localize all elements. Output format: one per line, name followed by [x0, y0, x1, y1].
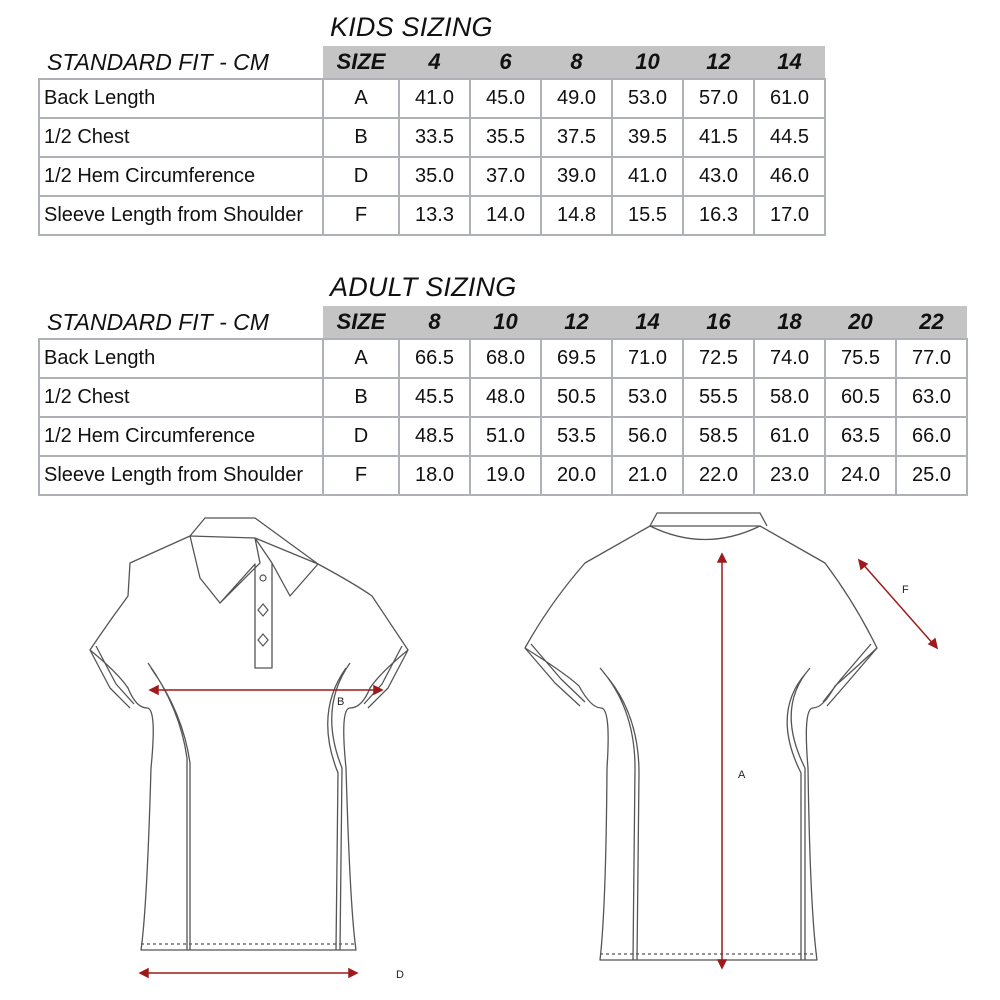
size-header-cell: 12: [541, 306, 612, 339]
sleeve-marker-label: F: [902, 584, 909, 596]
measurement-value: 22.0: [683, 456, 754, 495]
arrow-down-icon: [718, 960, 726, 968]
size-header-cell: 18: [754, 306, 825, 339]
arrow-left-icon: [150, 686, 158, 694]
sleeve-measure-line: [861, 562, 935, 646]
button-icon: [258, 604, 268, 616]
measurement-code: A: [323, 339, 399, 378]
measurement-value: 66.0: [896, 417, 967, 456]
measurement-code: B: [323, 118, 399, 157]
measurement-value: 77.0: [896, 339, 967, 378]
measurement-label: Sleeve Length from Shoulder: [39, 196, 323, 235]
measurement-code: A: [323, 79, 399, 118]
measurement-label: Sleeve Length from Shoulder: [39, 456, 323, 495]
back-length-marker-label: A: [738, 769, 746, 781]
size-header-row: [39, 306, 967, 339]
back-right-sleeve-hem: [823, 644, 877, 706]
size-header-cell: 14: [754, 46, 825, 79]
back-body-outline: [525, 526, 877, 960]
measurement-code: F: [323, 196, 399, 235]
measurement-value: 53.5: [541, 417, 612, 456]
measurement-value: 25.0: [896, 456, 967, 495]
measurement-value: 14.8: [541, 196, 612, 235]
measurement-value: 58.5: [683, 417, 754, 456]
measurement-value: 48.5: [399, 417, 470, 456]
front-body-outline: [90, 536, 408, 950]
standard-fit-label: STANDARD FIT - CM: [39, 306, 323, 339]
measurement-value: 50.5: [541, 378, 612, 417]
size-header-cell: 12: [683, 46, 754, 79]
measurement-value: 57.0: [683, 79, 754, 118]
size-header-cell: 10: [470, 306, 541, 339]
table-row: [39, 79, 825, 118]
measurement-label: 1/2 Chest: [39, 118, 323, 157]
adult-sizing-title: ADULT SIZING: [330, 272, 517, 302]
front-left-panel-seam: [148, 663, 190, 950]
measurement-value: 53.0: [612, 378, 683, 417]
measurement-value: 14.0: [470, 196, 541, 235]
measurement-value: 15.5: [612, 196, 683, 235]
measurement-value: 66.5: [399, 339, 470, 378]
measurement-value: 35.5: [470, 118, 541, 157]
measurement-value: 16.3: [683, 196, 754, 235]
measurement-value: 56.0: [612, 417, 683, 456]
measurement-value: 46.0: [754, 157, 825, 196]
measurement-value: 61.0: [754, 417, 825, 456]
measurement-value: 17.0: [754, 196, 825, 235]
table-row: [39, 196, 825, 235]
button-icon: [260, 575, 266, 581]
measurement-code: B: [323, 378, 399, 417]
size-header-cell: 4: [399, 46, 470, 79]
measurement-label: Back Length: [39, 79, 323, 118]
size-header-cell: 22: [896, 306, 967, 339]
measurement-value: 72.5: [683, 339, 754, 378]
kids-sizing-title: KIDS SIZING: [330, 12, 493, 42]
measurement-value: 24.0: [825, 456, 896, 495]
size-header-cell: 8: [541, 46, 612, 79]
measurement-value: 41.5: [683, 118, 754, 157]
measurement-value: 45.0: [470, 79, 541, 118]
measurement-label: Back Length: [39, 339, 323, 378]
standard-fit-label: STANDARD FIT - CM: [39, 46, 323, 79]
table-row: [39, 456, 967, 495]
chest-marker-label: B: [337, 696, 345, 708]
measurement-value: 39.5: [612, 118, 683, 157]
size-header-cell: 10: [612, 46, 683, 79]
measurement-value: 69.5: [541, 339, 612, 378]
measurement-label: 1/2 Hem Circumference: [39, 157, 323, 196]
hem-marker-label: D: [396, 969, 404, 981]
button-icon: [258, 634, 268, 646]
measurement-value: 60.5: [825, 378, 896, 417]
measurement-value: 55.5: [683, 378, 754, 417]
measurement-code: D: [323, 157, 399, 196]
measurement-value: 61.0: [754, 79, 825, 118]
measurement-value: 39.0: [541, 157, 612, 196]
size-header-cell: 20: [825, 306, 896, 339]
measurement-code: D: [323, 417, 399, 456]
adult-size-table: [38, 306, 968, 496]
measurement-value: 58.0: [754, 378, 825, 417]
measurement-value: 20.0: [541, 456, 612, 495]
kids-size-table: [38, 46, 826, 236]
measurement-value: 37.0: [470, 157, 541, 196]
arrow-right-icon: [349, 969, 357, 977]
measurement-value: 37.5: [541, 118, 612, 157]
measurement-value: 23.0: [754, 456, 825, 495]
size-header-cell: 16: [683, 306, 754, 339]
size-column-label: SIZE: [323, 306, 399, 339]
polo-back-diagram: [505, 508, 945, 998]
polo-front-diagram: [50, 508, 490, 998]
table-row: [39, 157, 825, 196]
size-header-cell: 8: [399, 306, 470, 339]
table-row: [39, 417, 967, 456]
measurement-label: 1/2 Chest: [39, 378, 323, 417]
measurement-value: 75.5: [825, 339, 896, 378]
measurement-label: 1/2 Hem Circumference: [39, 417, 323, 456]
arrow-up-icon: [718, 554, 726, 562]
measurement-value: 43.0: [683, 157, 754, 196]
size-column-label: SIZE: [323, 46, 399, 79]
measurement-value: 74.0: [754, 339, 825, 378]
measurement-value: 33.5: [399, 118, 470, 157]
measurement-value: 41.0: [399, 79, 470, 118]
measurement-value: 71.0: [612, 339, 683, 378]
measurement-value: 48.0: [470, 378, 541, 417]
front-collar: [190, 518, 318, 668]
measurement-code: F: [323, 456, 399, 495]
back-left-panel-seam: [600, 668, 639, 960]
arrow-left-icon: [140, 969, 148, 977]
measurement-value: 18.0: [399, 456, 470, 495]
measurement-value: 49.0: [541, 79, 612, 118]
measurement-value: 21.0: [612, 456, 683, 495]
measurement-value: 45.5: [399, 378, 470, 417]
back-right-panel-seam: [787, 668, 810, 960]
measurement-value: 51.0: [470, 417, 541, 456]
measurement-value: 19.0: [470, 456, 541, 495]
measurement-value: 35.0: [399, 157, 470, 196]
table-row: [39, 378, 967, 417]
measurement-value: 44.5: [754, 118, 825, 157]
measurement-value: 41.0: [612, 157, 683, 196]
arrow-right-icon: [374, 686, 382, 694]
measurement-value: 63.5: [825, 417, 896, 456]
measurement-value: 63.0: [896, 378, 967, 417]
measurement-value: 13.3: [399, 196, 470, 235]
measurement-value: 53.0: [612, 79, 683, 118]
table-row: [39, 118, 825, 157]
size-header-cell: 6: [470, 46, 541, 79]
size-header-row: [39, 46, 825, 79]
measurement-value: 68.0: [470, 339, 541, 378]
table-row: [39, 339, 967, 378]
size-header-cell: 14: [612, 306, 683, 339]
